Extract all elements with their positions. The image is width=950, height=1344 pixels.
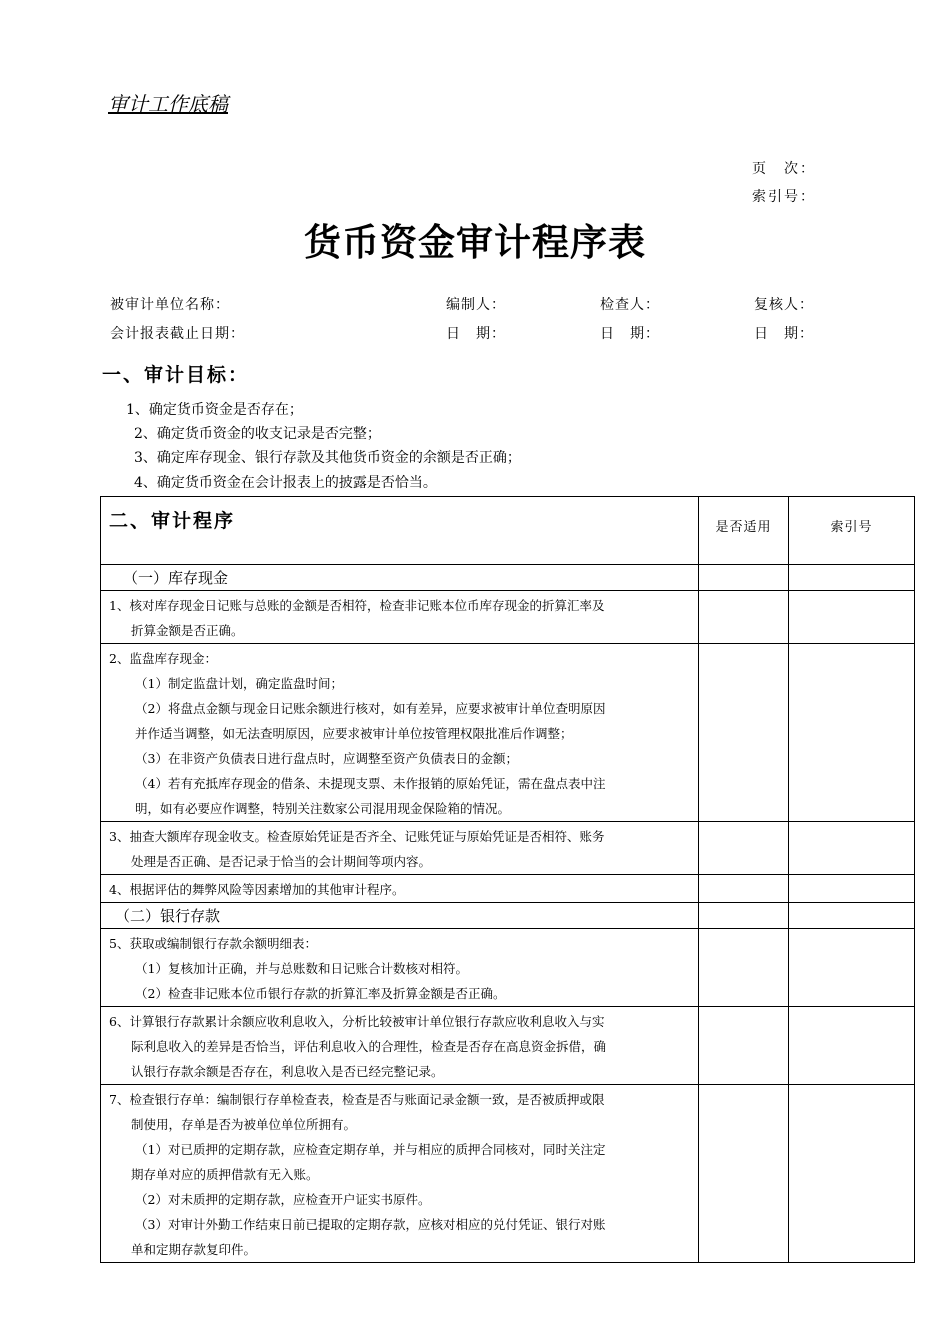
procedure-4 — [101, 875, 699, 903]
audited-unit-label: 被审计单位名称： — [110, 297, 230, 313]
page-number-label: 页 次： — [752, 161, 816, 177]
objectives-heading: 一、审计目标： — [102, 364, 250, 386]
procedure-3 — [101, 822, 699, 875]
applicable-cell[interactable] — [699, 822, 789, 875]
table-row — [101, 1007, 915, 1085]
section-cash-heading: （一）库存现金 — [101, 565, 699, 591]
checker-date-label: 日 期： — [600, 326, 660, 342]
preparer-label: 编制人： — [446, 297, 506, 313]
section-row — [101, 903, 915, 929]
table-row — [101, 1085, 915, 1263]
index-cell[interactable] — [789, 565, 915, 591]
procedure-line: 制使用，存单是否为被单位单位所拥有。 — [131, 1117, 357, 1132]
preparer-date-label: 日 期： — [446, 326, 506, 342]
index-cell[interactable] — [789, 644, 915, 822]
document-title: 货币资金审计程序表 — [304, 221, 646, 264]
procedure-line: 并作适当调整，如无法查明原因，应要求被审计单位按管理权限批准后作调整； — [135, 726, 573, 741]
table-row — [101, 591, 915, 644]
procedure-line: （2）将盘点金额与现金日记账余额进行核对，如有差异，应要求被审计单位查明原因 — [135, 701, 606, 716]
index-column-header: 索引号 — [789, 497, 915, 565]
objective-item: 1、确定货币资金是否存在； — [126, 402, 303, 418]
index-cell[interactable] — [789, 903, 915, 929]
index-cell[interactable] — [789, 1085, 915, 1263]
procedure-line: 明，如有必要应作调整，特别关注数家公司混用现金保险箱的情况。 — [135, 801, 511, 816]
applicable-cell[interactable] — [699, 1085, 789, 1263]
table-row — [101, 644, 915, 822]
procedure-1 — [101, 591, 699, 644]
applicable-cell[interactable] — [699, 903, 789, 929]
procedure-line: 处理是否正确、是否记录于恰当的会计期间等项内容。 — [131, 854, 432, 869]
section-bank-heading: （二）银行存款 — [101, 903, 699, 929]
checker-label: 检查人： — [600, 297, 660, 313]
procedure-line: （1）制定监盘计划，确定监盘时间； — [135, 676, 343, 691]
applicable-cell[interactable] — [699, 1007, 789, 1085]
procedure-line: 2、监盘库存现金： — [109, 651, 217, 666]
procedure-line: 折算金额是否正确。 — [131, 623, 244, 638]
applicable-cell[interactable] — [699, 565, 789, 591]
applicable-cell[interactable] — [699, 591, 789, 644]
procedure-line: （3）在非资产负债表日进行盘点时，应调整至资产负债表日的金额； — [135, 751, 518, 766]
procedure-line: （1）复核加计正确，并与总账数和日记账合计数核对相符。 — [135, 961, 468, 976]
reviewer-label: 复核人： — [754, 297, 814, 313]
table-row — [101, 875, 915, 903]
index-cell[interactable] — [789, 822, 915, 875]
procedure-line: 单和定期存款复印件。 — [131, 1242, 257, 1257]
procedure-line: 认银行存款余额是否存在，利息收入是否已经完整记录。 — [131, 1064, 444, 1079]
procedure-line: 1、核对库存现金日记账与总账的金额是否相符，检查非记账本位币库存现金的折算汇率及 — [109, 598, 605, 613]
objective-item: 3、确定库存现金、银行存款及其他货币资金的余额是否正确； — [134, 450, 521, 466]
procedure-line: （2）对未质押的定期存款，应检查开户证实书原件。 — [135, 1192, 431, 1207]
index-cell[interactable] — [789, 591, 915, 644]
procedures-heading: 二、审计程序 — [101, 497, 699, 565]
table-header-row — [101, 497, 915, 565]
objective-item: 4、确定货币资金在会计报表上的披露是否恰当。 — [134, 475, 437, 491]
index-cell[interactable] — [789, 929, 915, 1007]
section-row — [101, 565, 915, 591]
procedure-line: 5、获取或编制银行存款余额明细表： — [109, 936, 317, 951]
procedure-line: （4）若有充抵库存现金的借条、未提现支票、未作报销的原始凭证，需在盘点表中注 — [135, 776, 606, 791]
applicable-cell[interactable] — [699, 875, 789, 903]
applicable-column-header: 是否适用 — [699, 497, 789, 565]
reviewer-date-label: 日 期： — [754, 326, 814, 342]
procedure-line: 3、抽查大额库存现金收支。检查原始凭证是否齐全、记账凭证与原始凭证是否相符、账务 — [109, 829, 605, 844]
procedure-line: 4、根据评估的舞弊风险等因素增加的其他审计程序。 — [109, 882, 405, 897]
procedure-line: （3）对审计外勤工作结束日前已提取的定期存款，应核对相应的兑付凭证、银行对账 — [135, 1217, 606, 1232]
audit-procedure-table — [100, 496, 915, 1263]
applicable-cell[interactable] — [699, 644, 789, 822]
procedure-line: 际利息收入的差异是否恰当，评估利息收入的合理性，检查是否存在高息资金拆借，确 — [131, 1039, 607, 1054]
applicable-cell[interactable] — [699, 929, 789, 1007]
procedure-5 — [101, 929, 699, 1007]
procedure-2 — [101, 644, 699, 822]
table-row — [101, 929, 915, 1007]
procedure-line: （1）对已质押的定期存款，应检查定期存单，并与相应的质押合同核对，同时关注定 — [135, 1142, 606, 1157]
objective-item: 2、确定货币资金的收支记录是否完整； — [134, 426, 381, 442]
workpaper-header-title: 审计工作底稿 — [108, 92, 228, 116]
procedure-line: 7、检查银行存单：编制银行存单检查表，检查是否与账面记录金额一致，是否被质押或限 — [109, 1092, 605, 1107]
index-cell[interactable] — [789, 1007, 915, 1085]
procedure-7 — [101, 1085, 699, 1263]
index-number-label: 索引号： — [752, 189, 816, 205]
report-date-label: 会计报表截止日期： — [110, 326, 245, 342]
table-row — [101, 822, 915, 875]
index-cell[interactable] — [789, 875, 915, 903]
procedure-line: （2）检查非记账本位币银行存款的折算汇率及折算金额是否正确。 — [135, 986, 506, 1001]
procedure-line: 期存单对应的质押借款有无入账。 — [131, 1167, 319, 1182]
procedure-6 — [101, 1007, 699, 1085]
procedure-line: 6、计算银行存款累计余额应收利息收入，分析比较被审计单位银行存款应收利息收入与实 — [109, 1014, 605, 1029]
